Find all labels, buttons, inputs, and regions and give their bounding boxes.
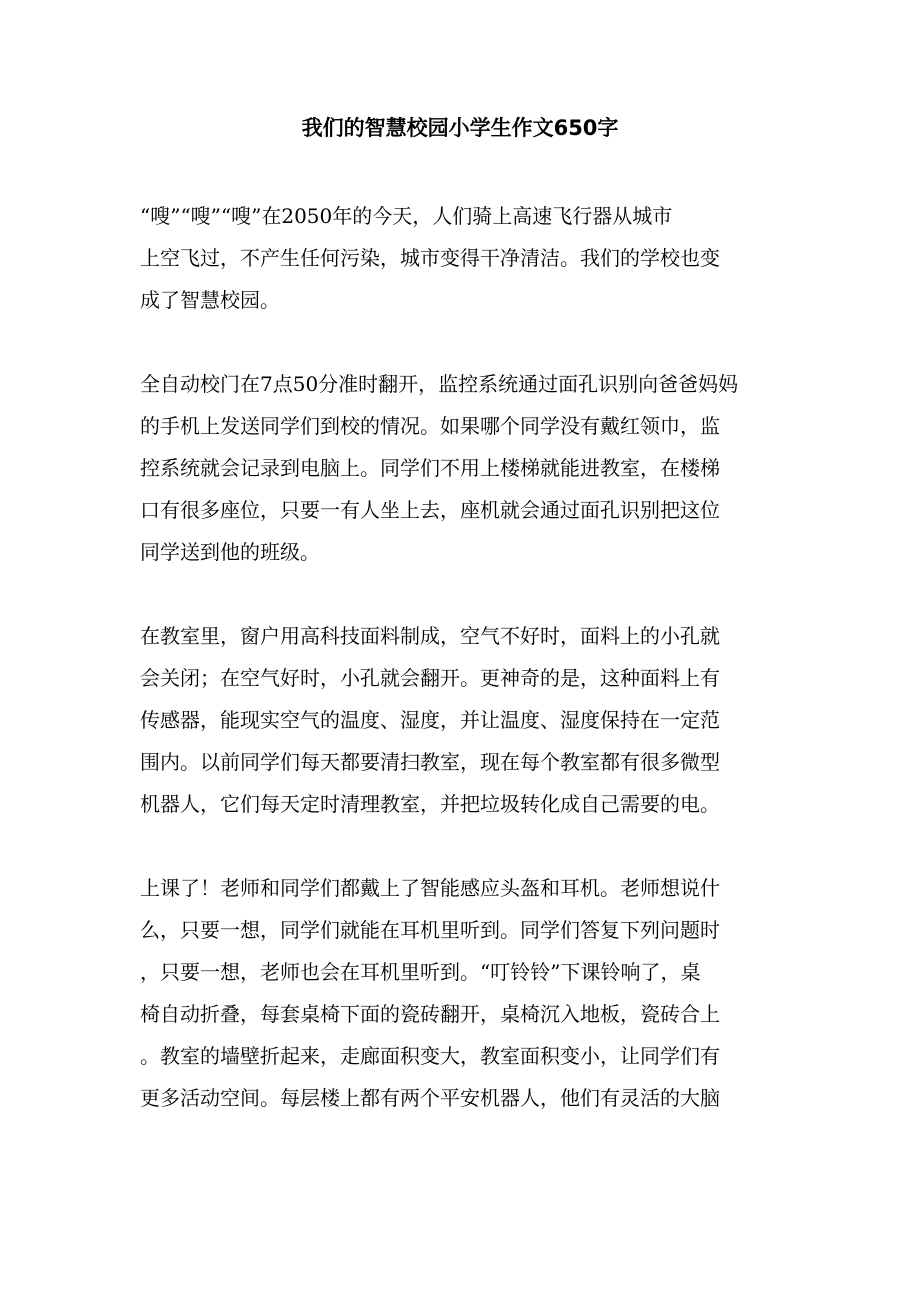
- text-line: 更多活动空间。每层楼上都有两个平安机器人，他们有灵活的大脑: [140, 1086, 720, 1110]
- text-line: 么，只要一想，同学们就能在耳机里听到。同学们答复下列问题时: [140, 918, 720, 942]
- text-line: 控系统就会记录到电脑上。同学们不用上楼梯就能进教室，在楼梯: [140, 456, 720, 480]
- text-line: 传感器，能现实空气的温度、湿度，并让温度、湿度保持在一定范: [140, 708, 720, 732]
- text-line: 椅自动折叠，每套桌椅下面的瓷砖翻开，桌椅沉入地板，瓷砖合上: [140, 1002, 720, 1026]
- text-line: 机器人，它们每天定时清理教室，并把垃圾转化成自己需要的电。: [140, 792, 720, 816]
- text-line: 。教室的墙壁折起来，走廊面积变大，教室面积变小，让同学们有: [140, 1044, 720, 1068]
- text-line: 上课了！老师和同学们都戴上了智能感应头盔和耳机。老师想说什: [140, 876, 720, 900]
- text-line: 在教室里，窗户用高科技面料制成，空气不好时，面料上的小孔就: [140, 624, 720, 648]
- text-line: 围内。以前同学们每天都要清扫教室，现在每个教室都有很多微型: [140, 750, 720, 774]
- text-line: 同学送到他的班级。: [140, 540, 320, 564]
- text-line: ，只要一想，老师也会在耳机里听到。“叮铃铃”下课铃响了，桌: [140, 960, 701, 984]
- text-line: 会关闭；在空气好时，小孔就会翻开。更神奇的是，这种面料上有: [140, 666, 720, 690]
- text-line: 全自动校门在7点50分准时翻开，监控系统通过面孔识别向爸爸妈妈: [140, 372, 739, 396]
- text-line: 成了智慧校园。: [140, 288, 280, 312]
- text-line: 上空飞过，不产生任何污染，城市变得干净清洁。我们的学校也变: [140, 246, 720, 270]
- text-line: 的手机上发送同学们到校的情况。如果哪个同学没有戴红领巾，监: [140, 414, 720, 438]
- text-line: 口有很多座位，只要一有人坐上去，座机就会通过面孔识别把这位: [140, 498, 720, 522]
- text-line: “嗖”“嗖”“嗖”在2050年的今天，人们骑上高速飞行器从城市: [140, 204, 673, 228]
- document-title: 我们的智慧校园小学生作文650字: [301, 116, 619, 140]
